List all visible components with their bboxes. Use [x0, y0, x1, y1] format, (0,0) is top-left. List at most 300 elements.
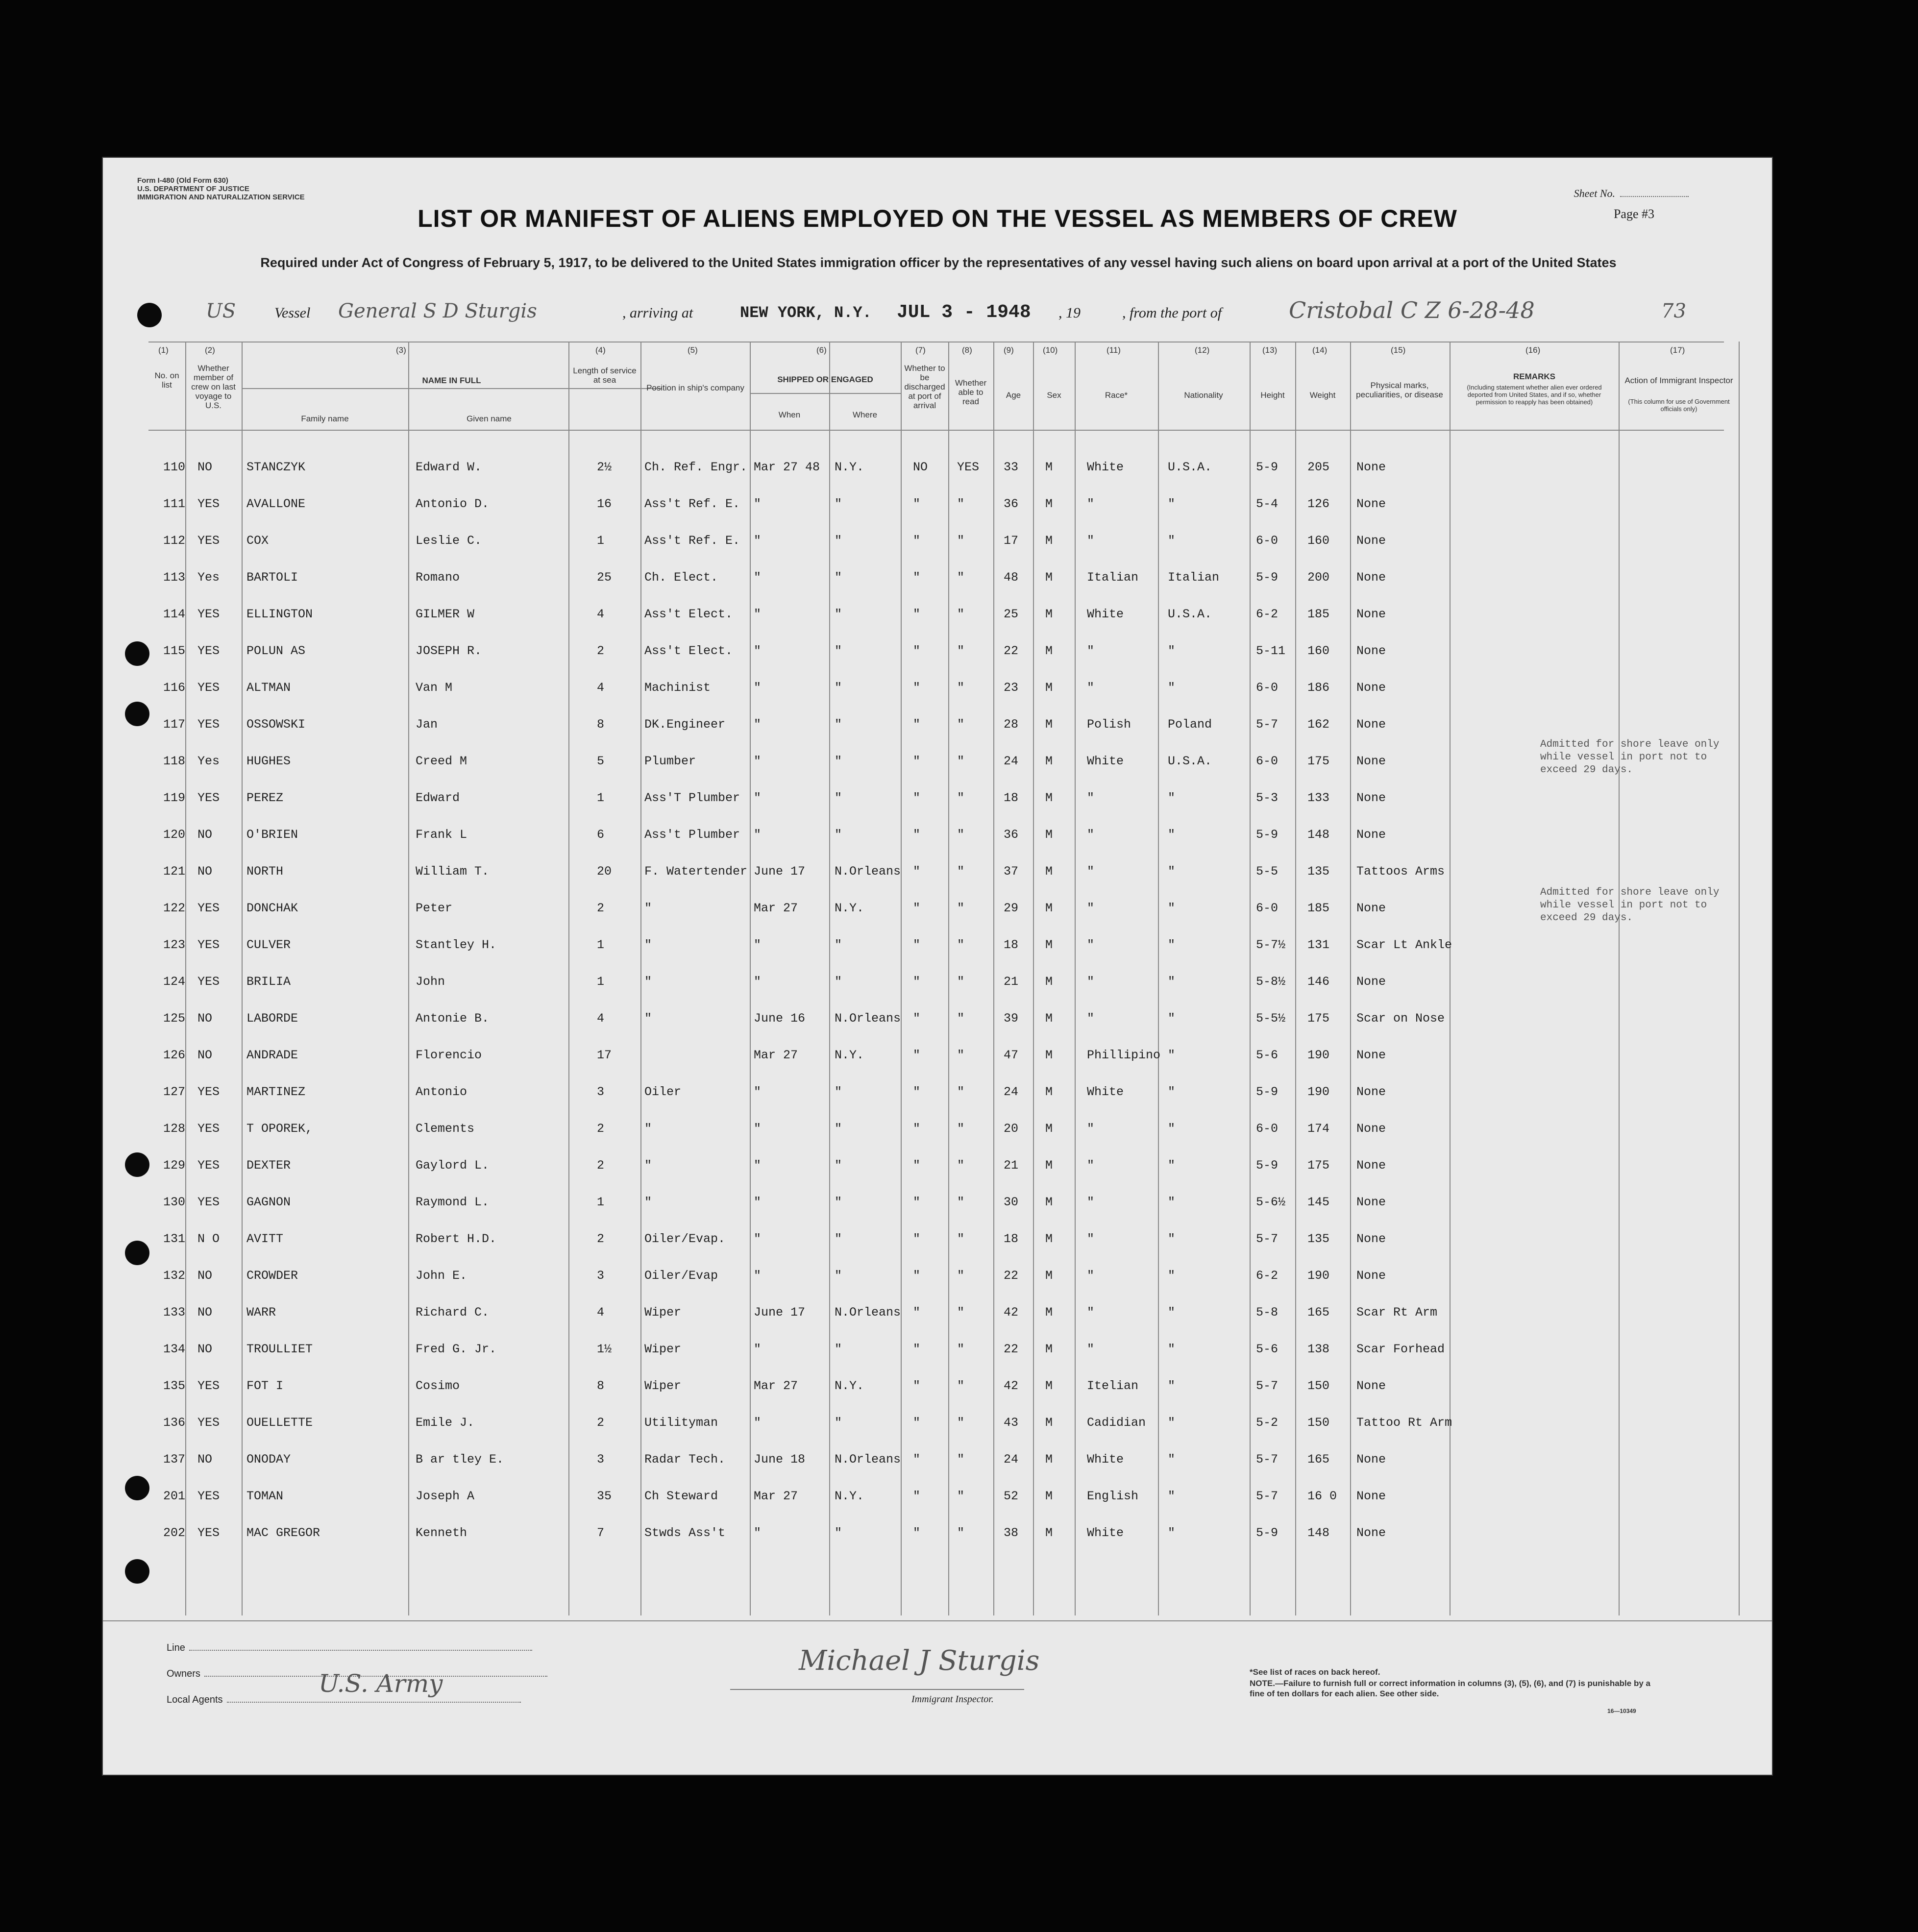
weight: 175	[1307, 754, 1330, 768]
prev-voyage: Yes	[197, 570, 220, 585]
shipped-when: Mar 27	[754, 1379, 798, 1393]
position: Utilityman	[644, 1416, 718, 1430]
height: 6-2	[1256, 607, 1279, 621]
nationality: Italian	[1168, 570, 1220, 585]
age: 37	[1004, 864, 1019, 879]
position: Ass't Ref. E.	[644, 534, 740, 548]
position: "	[644, 1195, 652, 1209]
column-header-prev-voyage: Whether member of crew on last voyage to U.S.	[191, 364, 236, 410]
races-note: *See list of races on back hereof.	[1250, 1667, 1380, 1677]
position: Ass't Elect.	[644, 607, 733, 621]
discharged: "	[913, 1048, 921, 1062]
vessel-prefix: US	[206, 300, 236, 322]
table-row	[148, 854, 1724, 884]
shipped-when: "	[754, 975, 762, 989]
age: 28	[1004, 717, 1019, 732]
race: White	[1087, 460, 1124, 474]
age: 48	[1004, 570, 1019, 585]
physical-marks: Tattoo Rt Arm	[1356, 1416, 1452, 1430]
sex: M	[1045, 1452, 1053, 1467]
nationality: "	[1168, 1122, 1176, 1136]
weight: 160	[1307, 534, 1330, 548]
age: 17	[1004, 534, 1019, 548]
race: Italian	[1087, 570, 1139, 585]
family-name: PEREZ	[246, 791, 284, 805]
given-name: Van M	[416, 681, 453, 695]
row-number: 115	[163, 644, 186, 658]
given-name: Frank L	[416, 828, 467, 842]
column-number: (12)	[1195, 345, 1210, 355]
sex: M	[1045, 1232, 1053, 1246]
service-length: 8	[597, 717, 605, 732]
race: "	[1087, 901, 1095, 915]
punch-hole	[125, 641, 149, 666]
given-name: Edward W.	[416, 460, 482, 474]
discharged: "	[913, 1085, 921, 1099]
age: 38	[1004, 1526, 1019, 1540]
sex: M	[1045, 717, 1053, 732]
nationality: Poland	[1168, 717, 1212, 732]
given-name: JOSEPH R.	[416, 644, 482, 658]
family-name: TROULLIET	[246, 1342, 313, 1356]
table-row	[148, 1184, 1724, 1215]
able-to-read: "	[957, 1342, 965, 1356]
shipped-when: "	[754, 534, 762, 548]
arriving-port: NEW YORK, N.Y.	[740, 304, 872, 322]
row-number: 135	[163, 1379, 186, 1393]
given-name: Raymond L.	[416, 1195, 490, 1209]
shipped-where: "	[835, 717, 842, 732]
weight: 165	[1307, 1452, 1330, 1467]
age: 47	[1004, 1048, 1019, 1062]
row-number: 123	[163, 938, 186, 952]
physical-marks: None	[1356, 607, 1386, 621]
prev-voyage: YES	[197, 1122, 220, 1136]
height: 5-5½	[1256, 1011, 1286, 1026]
punch-hole	[137, 303, 162, 327]
row-number: 134	[163, 1342, 186, 1356]
height: 5-9	[1256, 828, 1279, 842]
position: Machinist	[644, 681, 711, 695]
family-name: STANCZYK	[246, 460, 306, 474]
weight: 138	[1307, 1342, 1330, 1356]
able-to-read: "	[957, 754, 965, 768]
shipped-when: "	[754, 681, 762, 695]
nationality: "	[1168, 1158, 1176, 1173]
able-to-read: "	[957, 1269, 965, 1283]
service-length: 3	[597, 1269, 605, 1283]
shipped-when: Mar 27	[754, 901, 798, 915]
table-row	[148, 890, 1724, 921]
physical-marks: None	[1356, 1232, 1386, 1246]
shipped-when: June 16	[754, 1011, 806, 1026]
shipped-when: June 18	[754, 1452, 806, 1467]
family-name: AVALLONE	[246, 497, 306, 511]
table-row	[148, 1331, 1724, 1362]
year-label: , 19	[1058, 305, 1081, 321]
table-row	[148, 449, 1724, 480]
height: 5-7	[1256, 1452, 1279, 1467]
family-name: CROWDER	[246, 1269, 298, 1283]
height: 5-7	[1256, 1379, 1279, 1393]
family-name: T OPOREK,	[246, 1122, 313, 1136]
prev-voyage: NO	[197, 1305, 213, 1320]
discharged: "	[913, 607, 921, 621]
table-row	[148, 780, 1724, 810]
height: 5-9	[1256, 570, 1279, 585]
vessel-number: 73	[1661, 300, 1686, 322]
shipped-where: "	[835, 791, 842, 805]
table-row	[148, 560, 1724, 590]
column-header-remarks: REMARKS	[1513, 372, 1555, 381]
family-name: BRILIA	[246, 975, 291, 989]
physical-marks: None	[1356, 828, 1386, 842]
weight: 150	[1307, 1416, 1330, 1430]
column-subheader-action: (This column for use of Government officials only)	[1628, 398, 1730, 413]
nationality: "	[1168, 1416, 1176, 1430]
service-length: 1	[597, 938, 605, 952]
able-to-read: "	[957, 938, 965, 952]
position: Wiper	[644, 1342, 682, 1356]
able-to-read: "	[957, 1195, 965, 1209]
shipped-where: N.Orleans	[835, 1452, 901, 1467]
age: 39	[1004, 1011, 1019, 1026]
table-row	[148, 1295, 1724, 1325]
race: Itelian	[1087, 1379, 1139, 1393]
shipped-where: "	[835, 607, 842, 621]
able-to-read: "	[957, 534, 965, 548]
race: "	[1087, 1011, 1095, 1026]
prev-voyage: NO	[197, 460, 213, 474]
able-to-read: "	[957, 975, 965, 989]
shipped-when: "	[754, 1342, 762, 1356]
from-label: , from the port of	[1122, 305, 1222, 321]
row-number: 130	[163, 1195, 186, 1209]
shipped-when: "	[754, 644, 762, 658]
able-to-read: "	[957, 1452, 965, 1467]
position: Oiler	[644, 1085, 682, 1099]
shipped-where: "	[835, 1232, 842, 1246]
discharged: "	[913, 791, 921, 805]
race: "	[1087, 1158, 1095, 1173]
family-name: ALTMAN	[246, 681, 291, 695]
weight: 160	[1307, 644, 1330, 658]
punch-hole	[125, 1152, 149, 1177]
shipped-where: "	[835, 534, 842, 548]
column-header-race: Race*	[1105, 391, 1128, 400]
able-to-read: "	[957, 1122, 965, 1136]
able-to-read: "	[957, 1305, 965, 1320]
shipped-where: "	[835, 1195, 842, 1209]
nationality: "	[1168, 864, 1176, 879]
age: 22	[1004, 1342, 1019, 1356]
position: Ass'T Plumber	[644, 791, 740, 805]
nationality: "	[1168, 938, 1176, 952]
table-row	[148, 1368, 1724, 1398]
physical-marks: None	[1356, 1379, 1386, 1393]
able-to-read: "	[957, 901, 965, 915]
position: Stwds Ass't	[644, 1526, 726, 1540]
age: 18	[1004, 791, 1019, 805]
shipped-when: "	[754, 1085, 762, 1099]
physical-marks: None	[1356, 644, 1386, 658]
physical-marks: None	[1356, 497, 1386, 511]
prev-voyage: YES	[197, 1085, 220, 1099]
height: 6-0	[1256, 534, 1279, 548]
table-row	[148, 743, 1724, 774]
sex: M	[1045, 754, 1053, 768]
column-header-height: Height	[1260, 391, 1285, 400]
discharged: "	[913, 497, 921, 511]
sex: M	[1045, 1269, 1053, 1283]
footer	[103, 1620, 1772, 1767]
service-length: 20	[597, 864, 612, 879]
age: 42	[1004, 1379, 1019, 1393]
prev-voyage: NO	[197, 1452, 213, 1467]
height: 6-0	[1256, 754, 1279, 768]
given-name: GILMER W	[416, 607, 475, 621]
table-row	[148, 523, 1724, 553]
column-number: (1)	[158, 345, 169, 355]
service-length: 3	[597, 1452, 605, 1467]
service-length: 2	[597, 1232, 605, 1246]
race: "	[1087, 681, 1095, 695]
given-name: John E.	[416, 1269, 467, 1283]
discharged: "	[913, 754, 921, 768]
service-length: 1½	[597, 1342, 612, 1356]
age: 30	[1004, 1195, 1019, 1209]
height: 5-8½	[1256, 975, 1286, 989]
row-number: 137	[163, 1452, 186, 1467]
prev-voyage: YES	[197, 1416, 220, 1430]
nationality: "	[1168, 534, 1176, 548]
column-subheader-family: Family name	[301, 414, 349, 423]
column-number: (16)	[1525, 345, 1541, 355]
position: Radar Tech.	[644, 1452, 726, 1467]
service-length: 1	[597, 534, 605, 548]
row-number: 117	[163, 717, 186, 732]
able-to-read: "	[957, 497, 965, 511]
race: White	[1087, 1085, 1124, 1099]
able-to-read: "	[957, 607, 965, 621]
table-row	[148, 964, 1724, 994]
position: Plumber	[644, 754, 696, 768]
weight: 133	[1307, 791, 1330, 805]
remark-note: Admitted for shore leave only while vessel in port not to exceed 29 days.	[1540, 739, 1720, 776]
shipped-where: N.Y.	[835, 1379, 864, 1393]
able-to-read: "	[957, 717, 965, 732]
shipped-where: N.Y.	[835, 460, 864, 474]
nationality: "	[1168, 1379, 1176, 1393]
age: 24	[1004, 1452, 1019, 1467]
service-length: 17	[597, 1048, 612, 1062]
shipped-when: "	[754, 1158, 762, 1173]
given-name: Florencio	[416, 1048, 482, 1062]
position: "	[644, 938, 652, 952]
column-header-no: No. on list	[154, 371, 179, 390]
column-header-action: Action of Immigrant Inspector	[1624, 376, 1733, 385]
physical-marks: Scar Lt Ankle	[1356, 938, 1452, 952]
prev-voyage: YES	[197, 607, 220, 621]
age: 21	[1004, 1158, 1019, 1173]
weight: 162	[1307, 717, 1330, 732]
discharged: "	[913, 1269, 921, 1283]
family-name: AVITT	[246, 1232, 284, 1246]
nationality: "	[1168, 828, 1176, 842]
able-to-read: "	[957, 1489, 965, 1503]
prev-voyage: NO	[197, 1269, 213, 1283]
height: 6-2	[1256, 1269, 1279, 1283]
column-number: (4)	[595, 345, 606, 355]
row-number: 201	[163, 1489, 186, 1503]
race: White	[1087, 1526, 1124, 1540]
nationality: "	[1168, 1048, 1176, 1062]
weight: 148	[1307, 828, 1330, 842]
shipped-where: "	[835, 681, 842, 695]
column-subheader-given: Given name	[467, 414, 512, 423]
discharged: "	[913, 901, 921, 915]
table-row	[148, 1442, 1724, 1472]
height: 6-0	[1256, 901, 1279, 915]
weight: 190	[1307, 1048, 1330, 1062]
height: 5-7	[1256, 1489, 1279, 1503]
able-to-read: "	[957, 570, 965, 585]
family-name: WARR	[246, 1305, 276, 1320]
given-name: Gaylord L.	[416, 1158, 490, 1173]
physical-marks: None	[1356, 901, 1386, 915]
vessel-line	[132, 297, 1713, 329]
physical-marks: None	[1356, 1122, 1386, 1136]
prev-voyage: YES	[197, 901, 220, 915]
height: 5-6	[1256, 1048, 1279, 1062]
service-length: 2	[597, 644, 605, 658]
date-stamp: JUL 3 - 1948	[897, 302, 1031, 323]
row-number: 121	[163, 864, 186, 879]
line-field: Line	[167, 1642, 532, 1654]
column-header-sex: Sex	[1047, 391, 1061, 400]
prev-voyage: YES	[197, 1489, 220, 1503]
shipped-when: "	[754, 1526, 762, 1540]
discharged: "	[913, 1232, 921, 1246]
prev-voyage: YES	[197, 791, 220, 805]
given-name: Richard C.	[416, 1305, 490, 1320]
nationality: "	[1168, 1489, 1176, 1503]
shipped-when: "	[754, 1122, 762, 1136]
column-number: (15)	[1391, 345, 1406, 355]
sex: M	[1045, 607, 1053, 621]
physical-marks: None	[1356, 1452, 1386, 1467]
sheet-number: Sheet No.	[1574, 187, 1689, 200]
sex: M	[1045, 864, 1053, 879]
service-length: 4	[597, 1011, 605, 1026]
shipped-when: "	[754, 1416, 762, 1430]
discharged: "	[913, 1158, 921, 1173]
nationality: "	[1168, 1305, 1176, 1320]
column-header-nationality: Nationality	[1184, 391, 1223, 400]
nationality: "	[1168, 1526, 1176, 1540]
sex: M	[1045, 1379, 1053, 1393]
physical-marks: None	[1356, 1048, 1386, 1062]
penalty-note: NOTE.—Failure to furnish full or correct information in columns (3), (5), (6), and (7) is punishable by a fine of ten dollars for each alien. See other side.	[1250, 1679, 1650, 1698]
given-name: William T.	[416, 864, 490, 879]
nationality: U.S.A.	[1168, 460, 1212, 474]
row-number: 114	[163, 607, 186, 621]
shipped-when: "	[754, 938, 762, 952]
table-row	[148, 1405, 1724, 1435]
column-header-discharged: Whether to be discharged at port of arrival	[904, 364, 945, 410]
inspector-signature: Michael J Sturgis	[799, 1645, 1040, 1677]
service-length: 5	[597, 754, 605, 768]
able-to-read: YES	[957, 460, 980, 474]
position: Ch Steward	[644, 1489, 718, 1503]
vessel-label: Vessel	[274, 305, 311, 321]
row-number: 120	[163, 828, 186, 842]
height: 5-9	[1256, 1158, 1279, 1173]
prev-voyage: NO	[197, 828, 213, 842]
vessel-name: General S D Sturgis	[338, 300, 537, 322]
sex: M	[1045, 1011, 1053, 1026]
family-name: GAGNON	[246, 1195, 291, 1209]
weight: 135	[1307, 864, 1330, 879]
able-to-read: "	[957, 681, 965, 695]
discharged: "	[913, 717, 921, 732]
shipped-where: "	[835, 938, 842, 952]
race: White	[1087, 607, 1124, 621]
row-number: 127	[163, 1085, 186, 1099]
weight: 148	[1307, 1526, 1330, 1540]
discharged: "	[913, 570, 921, 585]
family-name: ANDRADE	[246, 1048, 298, 1062]
column-number: (14)	[1312, 345, 1328, 355]
row-number: 126	[163, 1048, 186, 1062]
requirement-text: Required under Act of Congress of February 5, 1917, to be delivered to the United States immigration officer by the representatives of any vessel having such aliens on board upon arrival at a port of the United States	[260, 255, 1617, 270]
from-port: Cristobal C Z 6-28-48	[1289, 297, 1535, 323]
nationality: U.S.A.	[1168, 754, 1212, 768]
height: 5-6	[1256, 1342, 1279, 1356]
given-name: Kenneth	[416, 1526, 467, 1540]
position: F. Watertender	[644, 864, 748, 879]
column-subheader-where: Where	[852, 410, 878, 419]
column-number: (9)	[1004, 345, 1014, 355]
service-length: 1	[597, 975, 605, 989]
service-length: 1	[597, 1195, 605, 1209]
height: 5-7	[1256, 1232, 1279, 1246]
shipped-where: "	[835, 975, 842, 989]
manifest-sheet	[103, 158, 1772, 1775]
family-name: LABORDE	[246, 1011, 298, 1026]
prev-voyage: YES	[197, 1379, 220, 1393]
column-number: (7)	[915, 345, 926, 355]
discharged: "	[913, 1122, 921, 1136]
column-header-shipped: SHIPPED OR ENGAGED	[777, 375, 873, 384]
physical-marks: None	[1356, 1269, 1386, 1283]
weight: 131	[1307, 938, 1330, 952]
position: DK.Engineer	[644, 717, 726, 732]
column-number: (5)	[688, 345, 698, 355]
prev-voyage: Yes	[197, 754, 220, 768]
sex: M	[1045, 938, 1053, 952]
shipped-when: "	[754, 754, 762, 768]
race: "	[1087, 644, 1095, 658]
weight: 135	[1307, 1232, 1330, 1246]
shipped-when: "	[754, 497, 762, 511]
weight: 190	[1307, 1269, 1330, 1283]
punch-hole	[125, 702, 149, 726]
prev-voyage: YES	[197, 938, 220, 952]
prev-voyage: YES	[197, 1195, 220, 1209]
race: "	[1087, 791, 1095, 805]
shipped-where: "	[835, 754, 842, 768]
